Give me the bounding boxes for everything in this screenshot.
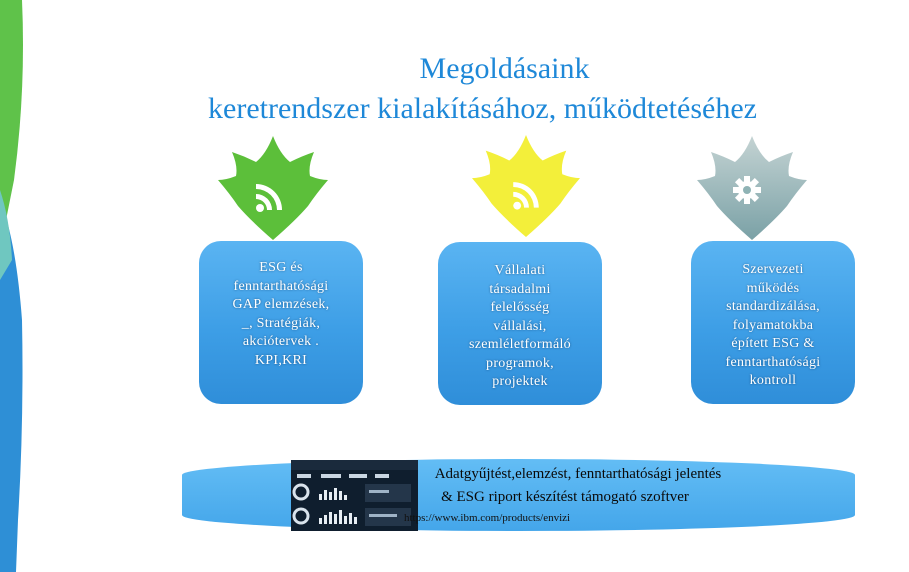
leaf-icon-grey [697,136,807,240]
solution-card-csr [438,242,602,405]
left-edge-decoration [0,0,30,572]
card-text: Vállalati társadalmi felelősség vállalási, szemléletformáló programok, projektek [469,263,571,389]
page-subtitle: keretrendszer kialakításához, működtetéséhez [208,92,757,125]
solution-card-esg-gap [199,241,363,404]
card-text: Szervezeti működés standardizálása, folyamatokba épített ESG & fenntarthatósági kontroll [725,262,821,388]
solution-card-standardization [691,241,855,404]
software-url-link[interactable]: https://www.ibm.com/products/envizi [404,512,571,524]
dashboard-screenshot-image [291,460,418,531]
leaf-icon-green [218,136,328,240]
gear-icon [733,176,761,204]
page-title: Megoldásaink [419,52,590,85]
software-description-line1: Adatgyűjtést,elemzést, fenntarthatósági jelentés [434,466,722,482]
software-description-line2: & ESG riport készítést támogató szoftver [441,489,689,505]
leaf-icon-yellow [472,134,580,238]
card-text: ESG és fenntarthatósági GAP elemzések, _, Stratégiák, akciótervek . KPI,KRI [232,260,330,368]
